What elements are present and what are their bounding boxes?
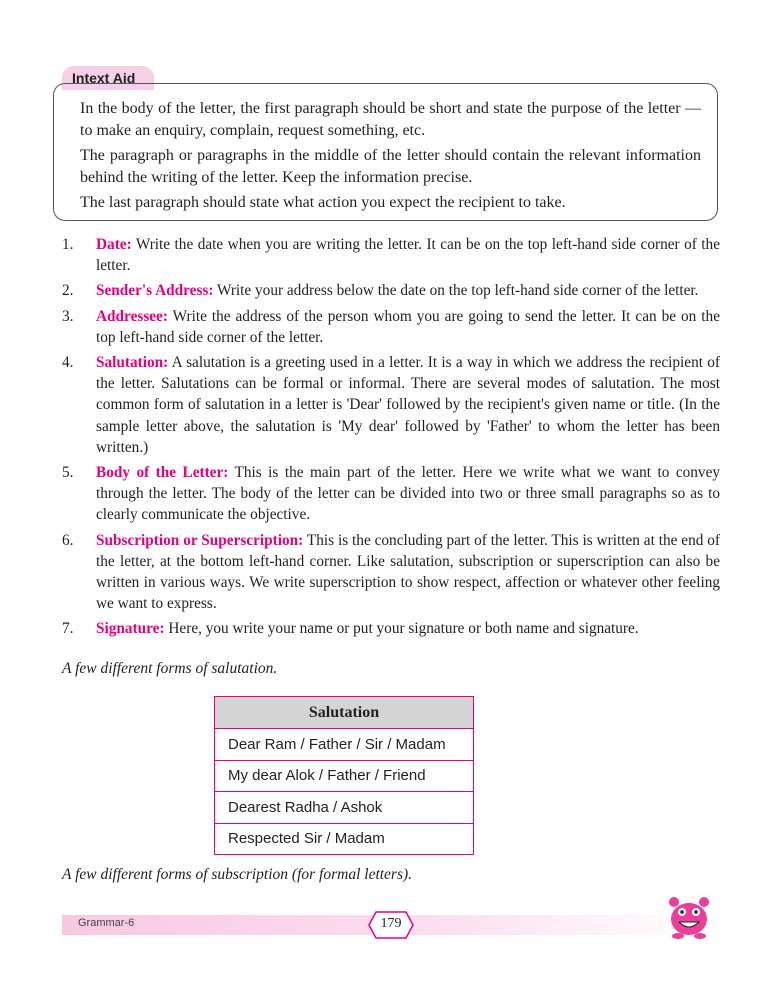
item-text: This is the main part of the letter. Here we write what we want to convey through the letter. The body of the letter can be divided into two or three small paragraphs so as to clearly communicate the objective. <box>96 464 721 524</box>
item-text: Write the date when you are writing the letter. It can be on the top left-hand side corner of the letter. <box>96 236 720 275</box>
item-text: A salutation is a greeting used in a letter. It is a way in which we address the recipient of the letter. Salutations can be formal or informal. There are several modes of salutation. The most common form of salutation in a letter is 'Dear' followed by the recipient's given name or title. (In the sample letter above, the salutation is 'My dear' followed by 'Father' to whom the letter has been written.) <box>96 354 720 456</box>
item-term: Subscription or Superscription: <box>96 531 304 549</box>
item-term: Addressee: <box>96 307 168 325</box>
item-number: 5. <box>62 464 74 482</box>
item-number: 7. <box>62 620 74 638</box>
list-item <box>62 530 720 615</box>
list-item <box>62 352 720 458</box>
item-term: Signature: <box>96 620 165 638</box>
table-row <box>215 792 474 824</box>
subscription-caption: A few different forms of subscription (for formal letters). <box>62 866 413 883</box>
list-item <box>62 306 720 348</box>
item-number: 3. <box>62 307 74 325</box>
item-number: 2. <box>62 282 74 300</box>
list-item <box>62 280 720 301</box>
item-text: Write your address below the date on the top left-hand side corner of the letter. <box>213 282 699 300</box>
table-header: Salutation <box>215 697 474 729</box>
list-item <box>62 234 720 276</box>
table-cell: Dearest Radha / Ashok <box>215 792 474 824</box>
aid-paragraph: The last paragraph should state what action you expect the recipient to take. <box>80 194 566 211</box>
table-row <box>215 760 474 792</box>
item-term: Sender's Address: <box>96 282 214 300</box>
item-term: Date: <box>96 236 132 253</box>
item-text: Write the address of the person whom you are going to send the letter. It can be on the top left-hand side corner of the letter. <box>96 307 720 346</box>
aid-paragraph: In the body of the letter, the first paragraph should be short and state the purpose of the letter — to make an enquiry, complain, request something, etc. <box>80 100 701 139</box>
monster-mascot-icon <box>664 892 714 940</box>
table-row <box>215 729 474 761</box>
page-number <box>368 911 414 939</box>
item-term: Salutation: <box>96 354 169 372</box>
intext-aid-box <box>53 83 718 221</box>
table-cell: Dear Ram / Father / Sir / Madam <box>215 729 474 761</box>
item-number: 1. <box>62 236 74 253</box>
salutation-caption: A few different forms of salutation. <box>62 660 278 677</box>
page-number-text: 179 <box>380 916 402 931</box>
list-item <box>62 462 720 526</box>
salutation-table <box>214 696 474 855</box>
table-cell: Respected Sir / Madam <box>215 823 474 855</box>
table-cell: My dear Alok / Father / Friend <box>215 760 474 792</box>
item-text: Here, you write your name or put your signature or both name and signature. <box>164 620 639 638</box>
letter-parts-list <box>62 234 720 644</box>
intext-aid-label: Intext Aid <box>62 66 154 90</box>
table-row <box>215 823 474 855</box>
aid-paragraph: The paragraph or paragraphs in the middle of the letter should contain the relevant information behind the writing of the letter. Keep the information precise. <box>80 147 701 186</box>
list-item <box>62 618 720 639</box>
item-term: Body of the Letter: <box>96 464 229 482</box>
item-number: 4. <box>62 354 74 372</box>
footer-book-title: Grammar-6 <box>78 917 135 929</box>
item-number: 6. <box>62 531 74 549</box>
item-text: This is the concluding part of the letter. This is written at the end of the letter, at the bottom left-hand corner. Like salutation, subscription or superscription can also be written in various ways. We write superscription to show respect, affection or whatever other feeling we want to express. <box>96 531 721 613</box>
